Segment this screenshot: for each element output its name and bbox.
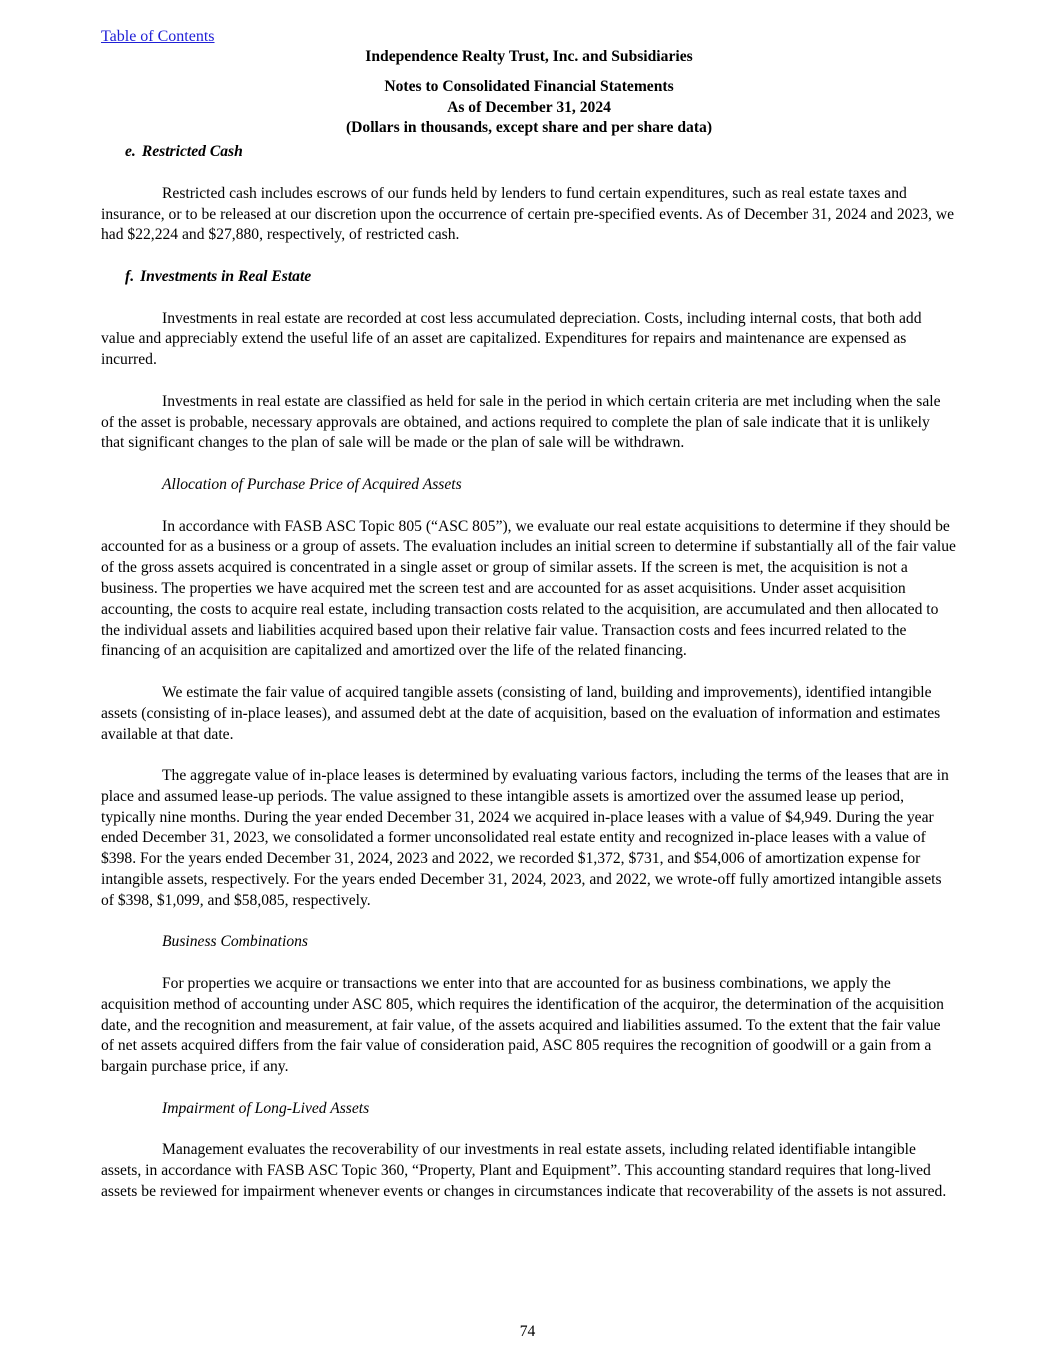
- report-units: (Dollars in thousands, except share and per share data): [345, 119, 713, 137]
- paragraph-impairment: Management evaluates the recoverability of our investments in real estate assets, including related identifiable intangible assets, in accordance with FASB ASC Topic 360, “Property, Plant and Equipment”. This accounting standard requires that long-lived assets be reviewed for impairment whenever events or changes in circumstances indicate that recoverability of the assets is not assured.: [101, 1141, 947, 1201]
- paragraph-asc-805: In accordance with FASB ASC Topic 805 (“ASC 805”), we evaluate our real estate acquisitions to determine if they should be accounted for as a business or a group of assets. The evaluation includes an initial screen to determine if substantially all of the fair value of the gross assets acquired is concentrated in a single asset or group of similar assets. If the screen is met, the acquisition is not a business. The properties we have acquired met the screen test and are accounted for as asset acquisitions. Under asset acquisition accounting, the costs to acquire real estate, including transaction costs related to the acquisition, are accumulated and then allocated to the individual assets and liabilities acquired based upon their relative fair value. Transaction costs and fees incurred related to the financing of an acquisition are capitalized and amortized over the life of the related financing.: [101, 517, 956, 660]
- paragraph-fair-value: We estimate the fair value of acquired tangible assets (consisting of land, building and improvements), identified intangible assets (consisting of in-place leases), and assumed debt at the date of acquisition, based on the evaluation of information and estimates available at that date.: [101, 683, 941, 743]
- page-number: 74: [519, 1323, 536, 1340]
- subheading-impairment: Impairment of Long-Lived Assets: [162, 1099, 370, 1117]
- section-title: Investments in Real Estate: [140, 267, 312, 285]
- paragraph-investments-cost: Investments in real estate are recorded at cost less accumulated depreciation. Costs, including internal costs, that both add value and appreciably extend the useful life of an asset are capitalized. Expenditures for repairs and maintenance are expensed as incurred.: [101, 309, 922, 369]
- company-name: Independence Realty Trust, Inc. and Subsidiaries: [365, 48, 693, 65]
- report-header: [101, 77, 957, 139]
- paragraph-in-place-leases: The aggregate value of in-place leases is determined by evaluating various factors, including the terms of the leases that are in place and assumed lease-up periods. The value assigned to these intangible assets is amortized over the assumed lease up period, typically nine months. During the year ended December 31, 2024 we acquired in-place leases with a value of $4,949. During the year ended December 31, 2023, we consolidated a former unconsolidated real estate entity and recognized in-place leases with a value of $398. For the years ended December 31, 2024, 2023 and 2022, we recorded $1,372, $731, and $54,006 of amortization expense for intangible assets, respectively. For the years ended December 31, 2024, 2023, and 2022, we wrote-off fully amortized intangible assets of $398, $1,099, and $58,085, respectively.: [101, 767, 949, 909]
- section-heading-restricted-cash: [101, 142, 957, 163]
- section-letter: f.: [125, 267, 135, 285]
- subheading-business-combinations: Business Combinations: [162, 933, 308, 951]
- subheading-allocation: Allocation of Purchase Price of Acquired Assets: [162, 475, 462, 493]
- report-title: Notes to Consolidated Financial Statements: [384, 77, 674, 95]
- section-heading-investments: [101, 267, 957, 288]
- document-page: [101, 26, 957, 1203]
- section-title: Restricted Cash: [141, 143, 243, 161]
- table-of-contents-link[interactable]: Table of Contents: [101, 28, 215, 45]
- section-letter: e.: [125, 143, 136, 161]
- paragraph-business-combinations: For properties we acquire or transactions we enter into that are accounted for as business combinations, we apply the acquisition method of accounting under ASC 805, which requires the identification of the acquiror, the determination of the acquisition date, and the recognition and measurement, at fair value, of the assets acquired and liabilities assumed. To the extent that the fair value of net assets acquired differs from the fair value of consideration paid, ASC 805 requires the recognition of goodwill or a gain from a bargain purchase price, if any.: [101, 975, 944, 1076]
- paragraph-restricted-cash: Restricted cash includes escrows of our funds held by lenders to fund certain expenditures, such as real estate taxes and insurance, or to be released at our discretion upon the occurrence of certain pre-specified events. As of December 31, 2024 and 2023, we had $22,224 and $27,880, respectively, of restricted cash.: [101, 184, 954, 244]
- report-date: As of December 31, 2024: [447, 98, 611, 116]
- paragraph-held-for-sale: Investments in real estate are classified as held for sale in the period in which certain criteria are met including when the sale of the asset is probable, necessary approvals are obtained, and actions required to complete the plan of sale indicate that it is unlikely that significant changes to the plan of sale will be made or the plan of sale will be withdrawn.: [101, 392, 941, 452]
